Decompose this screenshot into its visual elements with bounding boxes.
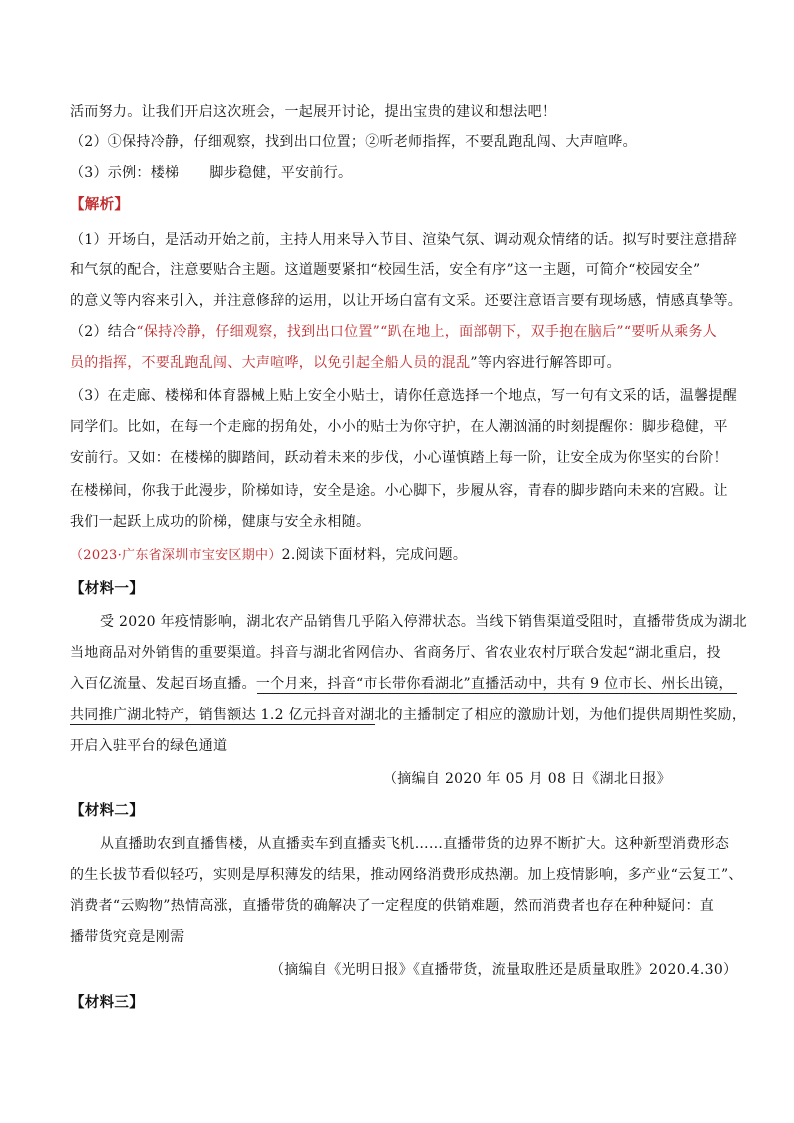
material-3-heading: 【材料三】 (70, 994, 144, 1011)
material-1-line-d: 共同推广湖北特产，销售额达 1.2 亿元抖音对湖北的主播制定了相应的激励计划，为他们提供周期性奖励， (70, 707, 747, 723)
analysis-2-line-a (70, 321, 717, 343)
question-source: （2023·广东省深圳市宝安区期中） (70, 548, 282, 563)
question-2-header (70, 544, 467, 567)
answer-line-3 (70, 162, 352, 184)
material-1-line-e: 开启入驻平台的绿色通道 (70, 738, 228, 754)
material-1-source: （摘编自 2020 年 05 月 08 日《湖北日报》 (383, 771, 672, 787)
material-1-heading: 【材料一】 (70, 580, 144, 597)
material-2-line-a: 从直播助农到直播售楼，从直播卖车到直播卖飞机……直播带货的边界不断扩大。这种新型消费形态 (100, 836, 730, 852)
answer-line-intro-end: 活而努力。让我们开启这次班会，一起展开讨论，提出宝贵的建议和想法吧！ (70, 104, 557, 120)
analysis-heading: 【解析】 (70, 196, 130, 213)
underline-2 (70, 724, 375, 725)
answer-3-example-label: （3）示例：楼梯 (70, 165, 180, 181)
analysis-1-line-c: 的意义等内容来引入，并注意修辞的运用，以让开场白富有文采。还要注意语言要有现场感，情感真挚等。 (70, 293, 743, 309)
material-2-line-c: 消费者“云购物”热情高涨，直播带货的确解决了一定程度的供销难题，然而消费者也存在种种疑问：直 (70, 898, 715, 914)
question-2-text: 2.阅读下面材料，完成问题。 (281, 547, 468, 563)
analysis-2-quote-end: 员的指挥，不要乱跑乱闯、大声喧哗，以免引起全船人员的混乱 (70, 355, 471, 371)
material-1-line-a: 受 2020 年疫情影响，湖北农产品销售几乎陷入停滞状态。当线下销售渠道受阻时，直播带货成为湖北 (100, 614, 747, 630)
underline-1 (257, 693, 737, 694)
answer-3-example-text: 脚步稳健，平安前行。 (209, 165, 353, 181)
material-2-line-d: 播带货究竟是刚需 (70, 929, 185, 945)
analysis-3-line-e: 我们一起跃上成功的阶梯，健康与安全永相随。 (70, 514, 371, 530)
material-1-line-b: 当地商品对外销售的重要渠道。抖音与湖北省网信办、省商务厅、省农业农村厅联合发起“湖北重启，投 (70, 645, 721, 661)
analysis-2-quotes: “保持冷静，仔细观察，找到出口位置”“趴在地上，面部朝下，双手抱在脑后”“要听从乘务人 (136, 324, 718, 340)
analysis-3-line-a: （3）在走廊、楼梯和体育器械上贴上安全小贴士，请你任意选择一个地点，写一句有文采的话，温馨提醒 (70, 388, 738, 404)
material-2-line-b: 的生长拔节看似轻巧，实则是厚积薄发的结果，推动网络消费形成热潮。加上疫情影响，多产业“云复工”、 (70, 867, 743, 883)
material-2-source: （摘编自《光明日报》《直播带货，流量取胜还是质量取胜》2020.4.30） (270, 962, 738, 978)
analysis-2-line-b (70, 352, 621, 374)
material-1-line-c: 入百亿流量、发起百场直播。一个月来，抖音“市长带你看湖北”直播活动中，共有 9 位市长、州长出镜， (70, 676, 733, 692)
analysis-3-line-d: 在楼梯间，你我于此漫步，阶梯如诗，安全是途。小心脚下，步履从容，青春的脚步踏向未来的宫殿。让 (70, 483, 728, 499)
analysis-2-lead: （2）结合 (70, 324, 137, 340)
analysis-1-line-b: 和气氛的配合，注意要贴合主题。这道题要紧扣“校园生活，安全有序”这一主题，可简介“校园安全” (70, 262, 701, 278)
analysis-2-tail: ”等内容进行解答即可。 (470, 355, 621, 371)
material-2-heading: 【材料二】 (70, 802, 144, 819)
answer-line-2: （2）①保持冷静，仔细观察，找到出口位置；②听老师指挥，不要乱跑乱闯、大声喧哗。 (70, 134, 637, 150)
analysis-1-line-a: （1）开场白，是活动开始之前，主持人用来导入节目、渲染气氛、调动观众情绪的话。拟写时要注意措辞 (70, 232, 738, 248)
analysis-3-line-c: 安前行。又如：在楼梯的脚踏间，跃动着未来的步伐，小心谨慎踏上每一阶，让安全成为你坚实的台阶！ (70, 450, 728, 466)
analysis-3-line-b: 同学们。比如，在每一个走廊的拐角处，小小的贴士为你守护，在人潮汹涌的时刻提醒你：脚步稳健，平 (70, 419, 728, 435)
